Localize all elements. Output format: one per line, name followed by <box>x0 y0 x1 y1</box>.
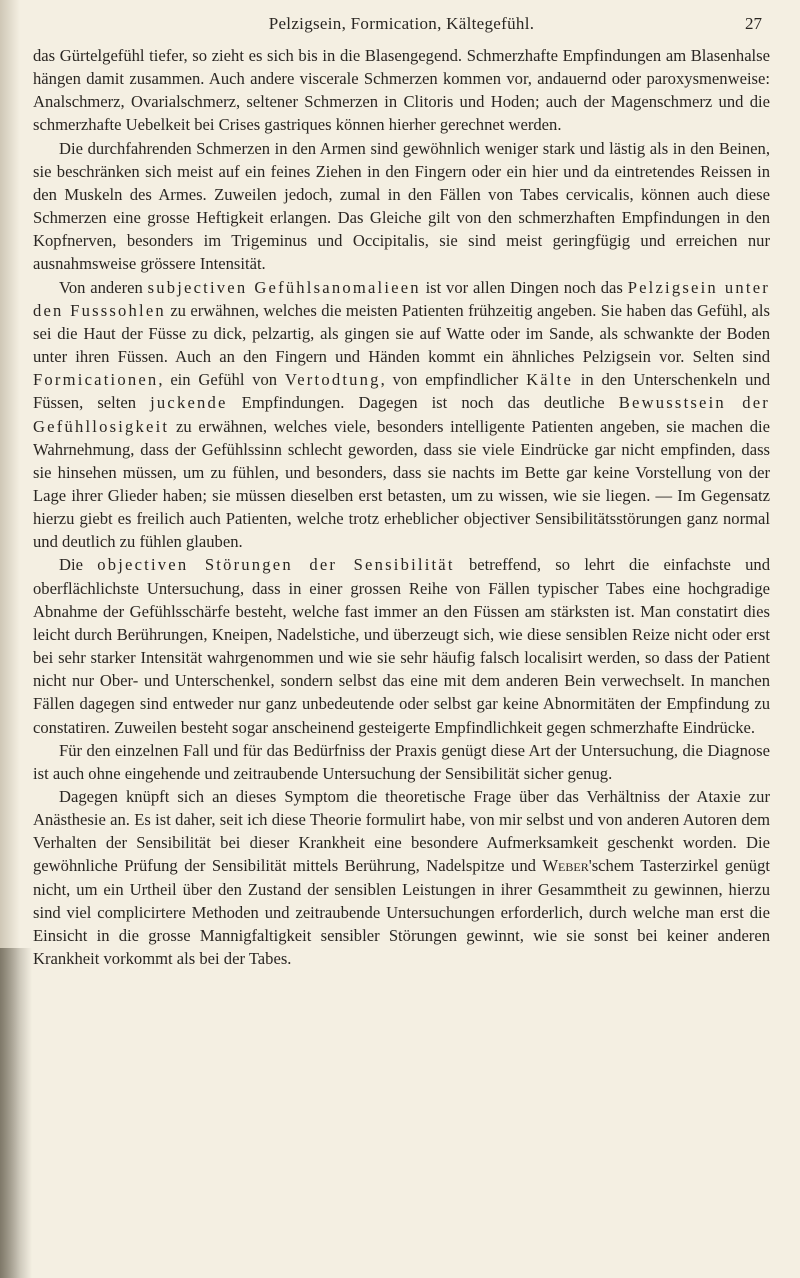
spaced-emphasis: Vertodtung <box>284 370 381 390</box>
body-text <box>33 44 770 970</box>
text-run: ist vor allen Dingen noch das <box>420 277 628 297</box>
text-run: Die durchfahrenden Schmerzen in den Armen sind gewöhnlich weniger stark und lästig als in den Beinen, sie beschränken sich meist auf ein feines Ziehen in den Fingern oder ein hier und da eintretendes Reissen in den Muskeln des Armes. Zuweilen jedoch, zumal in den Fällen von Tabes cervicalis, können auch diese Schmerzen eine grosse Heftigkeit erlangen. Das Gleiche gilt von den schmerzhaften Empfindungen in den Kopfnerven, besonders im Trigeminus und Occipitalis, sie sind meist geringfügig und erreichen nur ausnahmsweise grössere Intensität. <box>33 138 770 274</box>
text-run: Dagegen knüpft sich an dieses Symptom die theoretische Frage über das Verhältniss der Ataxie zur Anästhesie an. Es ist daher, seit ich diese Theorie formulirt habe, von mir selbst und von anderen Autoren dem Verhalten der Sensibilität bei dieser Krankheit eine besondere Aufmerksamkeit geschenkt worden. Die gewöhnliche Prüfung der Sensibilität mittels Berührung, Nadelspitze und <box>33 787 770 876</box>
spaced-emphasis: subjectiven Gefühlsanomalieen <box>147 277 421 297</box>
spaced-emphasis: juckende <box>150 393 228 413</box>
spaced-emphasis: Pelzigsein unter den Fusssohlen <box>33 277 770 320</box>
paragraph-6 <box>33 785 770 970</box>
text-run: Empfindungen. Dagegen ist noch das deutliche <box>227 393 619 413</box>
running-title: Pelzigsein, Formication, Kältegefühl. <box>268 14 535 33</box>
paragraph-4 <box>33 553 770 738</box>
page-number: 27 <box>745 14 762 33</box>
paragraph-3 <box>33 276 770 554</box>
author-name-small-caps: Weber <box>542 856 589 876</box>
text-run: zu erwähnen, welches die meisten Patienten frühzeitig angeben. Sie haben das Gefühl, als sei die Haut der Füsse zu dick, pelzartig, als gingen sie auf Watte oder im Sande, als schwankte der Boden unter ihren Füssen. Auch an den Fingern und Händen kommt ein ähnliches Pelzigsein vor. Selten sind <box>33 300 770 367</box>
spaced-emphasis: Formicationen <box>33 370 159 390</box>
text-run: zu erwähnen, welches viele, besonders intelligente Patienten angeben, sie machen die Wahrnehmung, dass der Gefühlssinn schlecht geworden, dass sie viele Eindrücke gar nicht empfinden, dass sie hinsehen müssen, um zu fühlen, und besonders, dass sie nachts im Bette gar keine Vorstellung von der Lage ihrer Glieder haben; sie müssen dieselben erst betasten, um zu wissen, wie sie liegen. — Im Gegensatz hierzu giebt es freilich auch Patienten, welche trotz erheblicher objectiver Sensibilitätsstörungen ganz normal und deutlich zu fühlen glauben. <box>33 416 770 552</box>
paragraph-2 <box>33 137 770 276</box>
spaced-emphasis: objectiven Störungen der Sensibilität <box>97 555 455 575</box>
page-edge-shadow <box>0 948 32 1278</box>
spaced-emphasis: Kälte <box>526 370 574 390</box>
text-run: Für den einzelnen Fall und für das Bedürfniss der Praxis genügt diese Art der Untersuchung, die Diagnose ist auch ohne eingehende und zeitraubende Untersuchung der Sensibilität sicher genug. <box>33 740 770 783</box>
paragraph-1 <box>33 44 770 137</box>
text-run: 'schem Tasterzirkel genügt nicht, um ein Urtheil über den Zustand der sensiblen Leistungen in ihrer Gesammtheit zu gewinnen, hierzu sind viel complicirtere Methoden und zeitraubende Untersuchungen erforderlich, durch welche man erst die Einsicht in die grosse Mannigfaltigkeit sensibler Störungen gewinnt, wie sie sonst bei keiner anderen Krankheit vorkommt als bei der Tabes. <box>33 856 770 969</box>
running-header <box>33 14 770 38</box>
text-run: , von empfindlicher <box>380 370 527 390</box>
text-run: betreffend, so lehrt die einfachste und oberflächlichste Untersuchung, dass in einer grossen Reihe von Fällen typischer Tabes eine hochgradige Abnahme der Gefühlsschärfe besteht, welche fast immer an den Füssen am stärksten ist. Man constatirt dies leicht durch Berührungen, Kneipen, Nadelstiche, und überzeugt sich, wie diese sensiblen Reize nicht oder erst bei sehr starker Intensität wahrgenommen und wie sie sehr häufig falsch localisirt werden, so dass der Patient nicht nur Ober- und Unterschenkel, sondern selbst das eine mit dem anderen Bein verwechselt. In manchen Fällen dagegen sind entweder nur ganz unbedeutende oder selbst gar keine Abnormitäten der Empfindung zu constatiren. Zuweilen besteht sogar anscheinend gesteigerte Empfindlichkeit gegen schmerzhafte Eindrücke. <box>33 555 770 737</box>
text-run: Die <box>59 555 98 575</box>
text-run: das Gürtelgefühl tiefer, so zieht es sich bis in die Blasengegend. Schmerzhafte Empfindungen am Blasenhalse hängen damit zusammen. Auch andere viscerale Schmerzen kommen vor, andauernd oder paroxysmenweise: Analschmerz, Ovarialschmerz, seltener Schmerzen in Clitoris und Hoden; auch der Magenschmerz und die schmerzhafte Uebelkeit bei Crises gastriques können hierher gerechnet werden. <box>33 46 770 135</box>
text-run: Von anderen <box>59 277 148 297</box>
paragraph-5 <box>33 739 770 785</box>
text-run: in den Unterschenkeln und Füssen, selten <box>33 370 771 413</box>
spaced-emphasis: Bewusstsein der Gefühllosigkeit <box>33 393 770 436</box>
text-run: , ein Gefühl von <box>158 370 285 390</box>
